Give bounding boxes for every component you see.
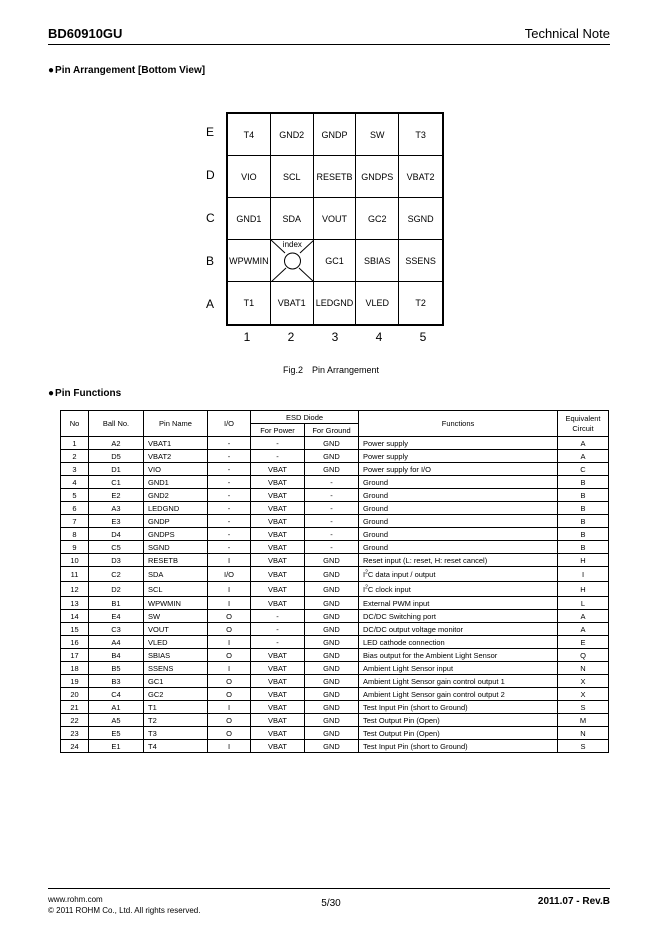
- table-cell: VBAT: [251, 476, 305, 489]
- table-row: [61, 675, 609, 688]
- footer-url[interactable]: www.rohm.com: [48, 895, 103, 904]
- table-cell: C5: [89, 541, 144, 554]
- table-cell: S: [558, 740, 609, 753]
- table-cell: -: [305, 502, 359, 515]
- table-row: [61, 623, 609, 636]
- table-cell: Ground: [359, 502, 558, 515]
- figure-caption: Fig.2 Pin Arrangement: [282, 365, 380, 375]
- table-cell: DC/DC output voltage monitor: [359, 623, 558, 636]
- table-cell: -: [251, 437, 305, 450]
- table-cell: 8: [61, 528, 89, 541]
- table-cell: Test Output Pin (Open): [359, 714, 558, 727]
- table-cell: Ambient Light Sensor gain control output 1: [359, 675, 558, 688]
- table-cell: VBAT: [251, 597, 305, 610]
- pin-cell-C3: VOUT: [314, 198, 357, 240]
- table-cell: -: [208, 476, 251, 489]
- table-cell: E5: [89, 727, 144, 740]
- table-cell: Power supply: [359, 450, 558, 463]
- table-cell: B: [558, 541, 609, 554]
- table-cell: GND: [305, 688, 359, 701]
- table-row: [61, 476, 609, 489]
- table-row: [61, 502, 609, 515]
- pin-cell-E2: GND2: [271, 114, 314, 156]
- header-divider: [48, 44, 610, 45]
- table-cell: B: [558, 502, 609, 515]
- table-cell: B: [558, 528, 609, 541]
- table-cell: 9: [61, 541, 89, 554]
- table-cell: VBAT: [251, 528, 305, 541]
- table-cell: L: [558, 597, 609, 610]
- table-cell: -: [251, 636, 305, 649]
- table-cell: Test Input Pin (short to Ground): [359, 740, 558, 753]
- table-cell: I: [208, 636, 251, 649]
- table-cell: C2: [89, 567, 144, 582]
- pin-cell-A2: VBAT1: [271, 282, 314, 324]
- index-label: index: [282, 240, 302, 249]
- table-cell: Ground: [359, 476, 558, 489]
- table-cell: A: [558, 437, 609, 450]
- table-cell: -: [208, 450, 251, 463]
- table-cell: -: [305, 476, 359, 489]
- table-cell: N: [558, 662, 609, 675]
- column-label-2: 2: [287, 330, 295, 344]
- table-cell: 11: [61, 567, 89, 582]
- table-cell: GND: [305, 623, 359, 636]
- table-cell: 2: [61, 450, 89, 463]
- table-cell: T1: [144, 701, 208, 714]
- table-cell: D3: [89, 554, 144, 567]
- table-cell: GND2: [144, 489, 208, 502]
- table-cell: I: [208, 662, 251, 675]
- table-row: [61, 610, 609, 623]
- table-cell: Test Input Pin (short to Ground): [359, 701, 558, 714]
- table-cell: LED cathode connection: [359, 636, 558, 649]
- table-cell: SGND: [144, 541, 208, 554]
- table-cell: VBAT2: [144, 450, 208, 463]
- table-cell: I: [208, 554, 251, 567]
- table-cell: I: [208, 740, 251, 753]
- table-cell: A4: [89, 636, 144, 649]
- header-equivalent-circuit: Equivalent Circuit: [558, 411, 609, 437]
- table-cell: T4: [144, 740, 208, 753]
- pin-arrangement-heading: [48, 65, 205, 76]
- table-cell: H: [558, 554, 609, 567]
- table-cell: VBAT: [251, 701, 305, 714]
- table-cell: GND: [305, 701, 359, 714]
- table-row: [61, 636, 609, 649]
- table-cell: 22: [61, 714, 89, 727]
- table-cell: -: [305, 528, 359, 541]
- table-cell: VBAT: [251, 515, 305, 528]
- table-cell: -: [305, 541, 359, 554]
- table-cell: 20: [61, 688, 89, 701]
- table-cell: D4: [89, 528, 144, 541]
- table-cell: GND: [305, 649, 359, 662]
- table-cell: Ground: [359, 541, 558, 554]
- bullet-icon: ●: [48, 388, 55, 399]
- pin-cell-B2: [271, 240, 314, 282]
- header-io: I/O: [208, 411, 251, 437]
- table-cell: SSENS: [144, 662, 208, 675]
- table-cell: GNDPS: [144, 528, 208, 541]
- pin-cell-E4: SW: [356, 114, 399, 156]
- table-cell: E4: [89, 610, 144, 623]
- table-row: [61, 515, 609, 528]
- header-esd-power: For Power: [251, 424, 305, 437]
- table-cell: RESETB: [144, 554, 208, 567]
- pin-cell-A1: T1: [228, 282, 271, 324]
- table-cell: B: [558, 476, 609, 489]
- table-cell: D1: [89, 463, 144, 476]
- table-cell: GND: [305, 567, 359, 582]
- pin-cell-C2: SDA: [271, 198, 314, 240]
- table-cell: 19: [61, 675, 89, 688]
- table-cell: A2: [89, 437, 144, 450]
- pin-cell-D2: SCL: [271, 156, 314, 198]
- table-cell: T3: [144, 727, 208, 740]
- header-esd-ground: For Ground: [305, 424, 359, 437]
- table-row: [61, 701, 609, 714]
- table-cell: E3: [89, 515, 144, 528]
- table-row: [61, 489, 609, 502]
- table-cell: GND: [305, 610, 359, 623]
- table-cell: SBIAS: [144, 649, 208, 662]
- table-cell: GND: [305, 727, 359, 740]
- table-row: [61, 649, 609, 662]
- table-row: [61, 463, 609, 476]
- table-cell: 4: [61, 476, 89, 489]
- table-cell: GND: [305, 714, 359, 727]
- table-cell: SCL: [144, 582, 208, 597]
- table-cell: GC1: [144, 675, 208, 688]
- table-cell: $I^2C$ data input / output: [359, 567, 558, 582]
- table-cell: Q: [558, 649, 609, 662]
- table-cell: O: [208, 714, 251, 727]
- table-cell: Ground: [359, 528, 558, 541]
- column-label-5: 5: [419, 330, 427, 344]
- table-cell: 12: [61, 582, 89, 597]
- table-cell: B3: [89, 675, 144, 688]
- table-cell: SDA: [144, 567, 208, 582]
- pin-cell-C1: GND1: [228, 198, 271, 240]
- pin-cell-A3: LEDGND: [314, 282, 357, 324]
- table-cell: GND: [305, 463, 359, 476]
- pin-cell-A4: VLED: [356, 282, 399, 324]
- table-cell: X: [558, 688, 609, 701]
- pin-cell-B3: GC1: [314, 240, 357, 282]
- table-cell: -: [208, 502, 251, 515]
- table-cell: O: [208, 623, 251, 636]
- table-cell: 15: [61, 623, 89, 636]
- pin-cell-A5: T2: [415, 298, 426, 308]
- pin-functions-heading: [48, 388, 121, 399]
- bullet-icon: ●: [48, 65, 55, 76]
- table-cell: X: [558, 675, 609, 688]
- pin-cell-D3: RESETB: [314, 156, 357, 198]
- table-cell: E: [558, 636, 609, 649]
- table-cell: GND: [305, 636, 359, 649]
- revision: 2011.07 - Rev.B: [537, 896, 610, 907]
- table-row: [61, 688, 609, 701]
- table-cell: -: [208, 528, 251, 541]
- pin-cell-D4: GNDPS: [356, 156, 399, 198]
- table-cell: 13: [61, 597, 89, 610]
- pin-cell-B1: WPWMIN: [228, 240, 271, 282]
- table-cell: Power supply: [359, 437, 558, 450]
- table-cell: 3: [61, 463, 89, 476]
- table-cell: GND1: [144, 476, 208, 489]
- table-cell: B: [558, 489, 609, 502]
- column-label-1: 1: [243, 330, 251, 344]
- table-cell: 17: [61, 649, 89, 662]
- table-cell: C3: [89, 623, 144, 636]
- table-cell: 16: [61, 636, 89, 649]
- table-cell: -: [251, 450, 305, 463]
- table-cell: VBAT: [251, 541, 305, 554]
- table-cell: C1: [89, 476, 144, 489]
- column-label-3: 3: [331, 330, 339, 344]
- pin-arrangement-title: Pin Arrangement [Bottom View]: [55, 65, 206, 76]
- table-cell: VBAT: [251, 502, 305, 515]
- table-cell: -: [208, 515, 251, 528]
- table-row: [61, 727, 609, 740]
- table-cell: 14: [61, 610, 89, 623]
- table-cell: LEDGND: [144, 502, 208, 515]
- table-row: [61, 740, 609, 753]
- table-cell: 6: [61, 502, 89, 515]
- table-cell: D2: [89, 582, 144, 597]
- table-cell: A: [558, 610, 609, 623]
- table-cell: External PWM input: [359, 597, 558, 610]
- table-cell: 24: [61, 740, 89, 753]
- table-cell: -: [251, 610, 305, 623]
- pin-grid: [226, 112, 444, 326]
- table-cell: O: [208, 649, 251, 662]
- row-label-D: D: [206, 168, 215, 182]
- pin-cell-B4: SBIAS: [356, 240, 399, 282]
- table-row: [61, 437, 609, 450]
- table-cell: A3: [89, 502, 144, 515]
- table-cell: D5: [89, 450, 144, 463]
- table-row: [61, 662, 609, 675]
- table-cell: VBAT1: [144, 437, 208, 450]
- table-cell: VBAT: [251, 649, 305, 662]
- table-cell: C4: [89, 688, 144, 701]
- table-row: [61, 450, 609, 463]
- table-cell: 23: [61, 727, 89, 740]
- row-label-A: A: [206, 297, 215, 311]
- column-label-4: 4: [375, 330, 383, 344]
- table-cell: GND: [305, 662, 359, 675]
- table-cell: B5: [89, 662, 144, 675]
- table-cell: -: [305, 515, 359, 528]
- table-cell: VBAT: [251, 554, 305, 567]
- pin-cell-D1: VIO: [228, 156, 271, 198]
- table-cell: O: [208, 688, 251, 701]
- header-functions: Functions: [359, 411, 558, 437]
- pin-cell-C5: SGND: [399, 198, 442, 240]
- table-cell: -: [208, 489, 251, 502]
- pin-cell-B5: SSENS: [399, 240, 442, 282]
- header-doc-type: Technical Note: [524, 26, 610, 41]
- table-cell: VBAT: [251, 463, 305, 476]
- table-cell: 5: [61, 489, 89, 502]
- table-cell: E2: [89, 489, 144, 502]
- table-cell: B: [558, 515, 609, 528]
- header-no: No: [61, 411, 89, 437]
- header-esd-diode: ESD Diode: [251, 411, 359, 424]
- pin-cell-E5: T3: [399, 114, 442, 156]
- table-cell: Ambient Light Sensor gain control output 2: [359, 688, 558, 701]
- pin-functions-table: [60, 410, 609, 753]
- pin-cell-E3: GNDP: [314, 114, 357, 156]
- table-cell: I: [558, 567, 609, 582]
- table-cell: Reset input (L: reset, H: reset cancel): [359, 554, 558, 567]
- row-label-E: E: [206, 125, 215, 139]
- table-cell: -: [251, 623, 305, 636]
- table-cell: -: [208, 437, 251, 450]
- table-cell: A5: [89, 714, 144, 727]
- table-cell: Bias output for the Ambient Light Sensor: [359, 649, 558, 662]
- table-cell: -: [305, 489, 359, 502]
- table-row: [61, 597, 609, 610]
- table-cell: SW: [144, 610, 208, 623]
- table-cell: 18: [61, 662, 89, 675]
- table-cell: I: [208, 597, 251, 610]
- table-cell: GND: [305, 450, 359, 463]
- pin-cell-E1: T4: [228, 114, 271, 156]
- table-cell: 10: [61, 554, 89, 567]
- table-cell: VBAT: [251, 489, 305, 502]
- table-cell: GND: [305, 675, 359, 688]
- table-cell: M: [558, 714, 609, 727]
- table-cell: VBAT: [251, 662, 305, 675]
- table-row: [61, 554, 609, 567]
- table-cell: A1: [89, 701, 144, 714]
- row-label-C: C: [206, 211, 215, 225]
- table-cell: GND: [305, 597, 359, 610]
- table-row: [61, 528, 609, 541]
- table-cell: H: [558, 582, 609, 597]
- table-cell: DC/DC Switching port: [359, 610, 558, 623]
- table-cell: VBAT: [251, 675, 305, 688]
- table-cell: O: [208, 675, 251, 688]
- table-cell: A: [558, 450, 609, 463]
- table-cell: VBAT: [251, 740, 305, 753]
- page-number: 5/30: [321, 898, 341, 909]
- table-row: [61, 582, 609, 597]
- table-row: [61, 714, 609, 727]
- table-cell: GND: [305, 582, 359, 597]
- header-pin-name: Pin Name: [144, 411, 208, 437]
- table-cell: VBAT: [251, 582, 305, 597]
- table-cell: VBAT: [251, 727, 305, 740]
- row-label-B: B: [206, 254, 215, 268]
- table-cell: 1: [61, 437, 89, 450]
- table-cell: GND: [305, 740, 359, 753]
- table-cell: GC2: [144, 688, 208, 701]
- table-cell: T2: [144, 714, 208, 727]
- table-cell: VBAT: [251, 714, 305, 727]
- pin-functions-title: Pin Functions: [55, 388, 122, 399]
- table-cell: GND: [305, 437, 359, 450]
- table-cell: I/O: [208, 567, 251, 582]
- table-cell: VBAT: [251, 688, 305, 701]
- pin-cell-C4: GC2: [356, 198, 399, 240]
- table-cell: N: [558, 727, 609, 740]
- table-cell: VIO: [144, 463, 208, 476]
- table-cell: GNDP: [144, 515, 208, 528]
- table-cell: 7: [61, 515, 89, 528]
- footer-divider: [48, 888, 610, 889]
- table-cell: Ambient Light Sensor input: [359, 662, 558, 675]
- table-cell: O: [208, 727, 251, 740]
- table-cell: I: [208, 582, 251, 597]
- pin-cell-D5: VBAT2: [399, 156, 442, 198]
- table-cell: Ground: [359, 489, 558, 502]
- table-cell: $I^2C$ clock input: [359, 582, 558, 597]
- table-cell: GND: [305, 554, 359, 567]
- table-cell: Ground: [359, 515, 558, 528]
- table-cell: VOUT: [144, 623, 208, 636]
- table-cell: S: [558, 701, 609, 714]
- table-cell: A: [558, 623, 609, 636]
- table-row: [61, 541, 609, 554]
- table-cell: VLED: [144, 636, 208, 649]
- table-row: [61, 567, 609, 582]
- table-cell: 21: [61, 701, 89, 714]
- table-cell: Test Output Pin (Open): [359, 727, 558, 740]
- table-cell: E1: [89, 740, 144, 753]
- footer-copyright: © 2011 ROHM Co., Ltd. All rights reserved.: [48, 906, 201, 915]
- table-cell: B4: [89, 649, 144, 662]
- table-cell: O: [208, 610, 251, 623]
- header-ball-no: Ball No.: [89, 411, 144, 437]
- table-cell: -: [208, 541, 251, 554]
- table-cell: -: [208, 463, 251, 476]
- table-cell: VBAT: [251, 567, 305, 582]
- table-cell: B1: [89, 597, 144, 610]
- table-cell: WPWMIN: [144, 597, 208, 610]
- table-cell: C: [558, 463, 609, 476]
- table-cell: I: [208, 701, 251, 714]
- header-part-number: BD60910GU: [48, 26, 123, 41]
- table-cell: Power supply for I/O: [359, 463, 558, 476]
